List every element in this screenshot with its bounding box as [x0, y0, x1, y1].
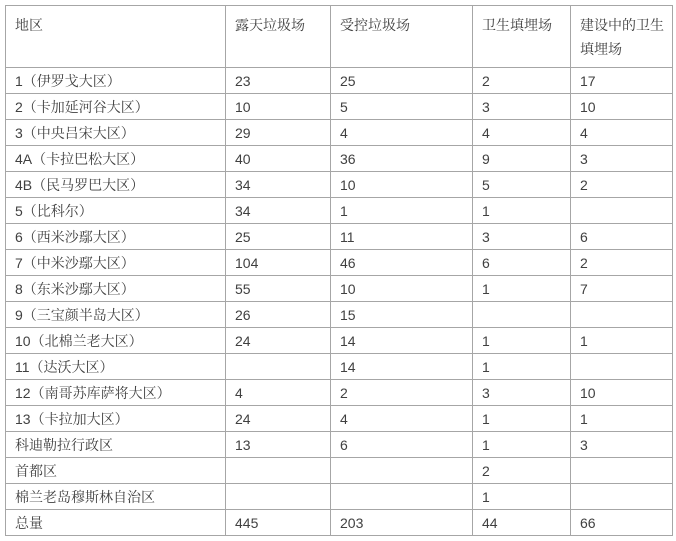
waste-disposal-table [5, 5, 673, 536]
region-cell: 4B（民马罗巴大区） [6, 172, 226, 198]
value-cell [331, 484, 473, 510]
value-cell [571, 302, 673, 328]
value-cell [571, 354, 673, 380]
table-row [6, 276, 673, 302]
value-cell: 1 [331, 198, 473, 224]
region-cell: 10（北棉兰老大区） [6, 328, 226, 354]
value-cell: 4 [226, 380, 331, 406]
region-cell: 2（卡加延河谷大区） [6, 94, 226, 120]
value-cell: 14 [331, 354, 473, 380]
value-cell: 17 [571, 68, 673, 94]
value-cell: 55 [226, 276, 331, 302]
value-cell: 1 [473, 198, 571, 224]
region-cell: 8（东米沙鄢大区） [6, 276, 226, 302]
region-cell: 9（三宝颜半岛大区） [6, 302, 226, 328]
value-cell [331, 458, 473, 484]
value-cell: 25 [226, 224, 331, 250]
value-cell: 2 [473, 68, 571, 94]
value-cell: 2 [473, 458, 571, 484]
value-cell: 10 [331, 276, 473, 302]
value-cell [571, 458, 673, 484]
value-cell: 24 [226, 406, 331, 432]
region-cell: 1（伊罗戈大区） [6, 68, 226, 94]
table-row [6, 120, 673, 146]
value-cell [571, 198, 673, 224]
column-header-sanitary-landfill: 卫生填埋场 [473, 6, 571, 68]
value-cell: 2 [331, 380, 473, 406]
value-cell: 6 [473, 250, 571, 276]
table-row [6, 380, 673, 406]
table-row [6, 68, 673, 94]
total-row [6, 510, 673, 536]
region-cell: 科迪勒拉行政区 [6, 432, 226, 458]
value-cell: 3 [571, 432, 673, 458]
table-row [6, 328, 673, 354]
value-cell: 11 [331, 224, 473, 250]
total-value-cell: 445 [226, 510, 331, 536]
value-cell: 23 [226, 68, 331, 94]
table-row [6, 94, 673, 120]
region-cell: 11（达沃大区） [6, 354, 226, 380]
total-label-cell: 总量 [6, 510, 226, 536]
value-cell: 7 [571, 276, 673, 302]
column-header-open-dumpsite: 露天垃圾场 [226, 6, 331, 68]
value-cell: 10 [331, 172, 473, 198]
table-row [6, 250, 673, 276]
region-cell: 13（卡拉加大区） [6, 406, 226, 432]
value-cell: 29 [226, 120, 331, 146]
value-cell: 34 [226, 172, 331, 198]
value-cell: 4 [331, 406, 473, 432]
value-cell: 24 [226, 328, 331, 354]
column-header-controlled-dumpsite: 受控垃圾场 [331, 6, 473, 68]
value-cell: 10 [226, 94, 331, 120]
value-cell: 1 [473, 484, 571, 510]
value-cell: 36 [331, 146, 473, 172]
value-cell: 9 [473, 146, 571, 172]
value-cell: 4 [473, 120, 571, 146]
table-row [6, 224, 673, 250]
region-cell: 12（南哥苏库萨将大区） [6, 380, 226, 406]
value-cell: 1 [473, 276, 571, 302]
value-cell: 1 [571, 328, 673, 354]
column-header-region: 地区 [6, 6, 226, 68]
value-cell: 4 [571, 120, 673, 146]
region-cell: 6（西米沙鄢大区） [6, 224, 226, 250]
value-cell [571, 484, 673, 510]
region-cell: 棉兰老岛穆斯林自治区 [6, 484, 226, 510]
value-cell: 6 [571, 224, 673, 250]
value-cell: 4 [331, 120, 473, 146]
value-cell: 1 [473, 406, 571, 432]
region-cell: 3（中央吕宋大区） [6, 120, 226, 146]
header-row [6, 6, 673, 68]
table-row [6, 354, 673, 380]
table-row [6, 302, 673, 328]
table-row [6, 432, 673, 458]
value-cell [226, 484, 331, 510]
value-cell: 34 [226, 198, 331, 224]
table-row [6, 146, 673, 172]
value-cell: 14 [331, 328, 473, 354]
region-cell: 4A（卡拉巴松大区） [6, 146, 226, 172]
value-cell: 3 [473, 380, 571, 406]
value-cell: 10 [571, 94, 673, 120]
value-cell: 5 [473, 172, 571, 198]
value-cell [226, 458, 331, 484]
value-cell: 3 [571, 146, 673, 172]
value-cell: 5 [331, 94, 473, 120]
value-cell: 2 [571, 250, 673, 276]
column-header-landfill-under-construction: 建设中的卫生填埋场 [571, 6, 673, 68]
value-cell [226, 354, 331, 380]
value-cell: 1 [473, 328, 571, 354]
region-cell: 7（中米沙鄢大区） [6, 250, 226, 276]
value-cell: 6 [331, 432, 473, 458]
value-cell [473, 302, 571, 328]
value-cell: 104 [226, 250, 331, 276]
table-row [6, 458, 673, 484]
region-cell: 5（比科尔） [6, 198, 226, 224]
total-value-cell: 44 [473, 510, 571, 536]
value-cell: 40 [226, 146, 331, 172]
region-cell: 首都区 [6, 458, 226, 484]
value-cell: 26 [226, 302, 331, 328]
value-cell: 15 [331, 302, 473, 328]
total-value-cell: 66 [571, 510, 673, 536]
value-cell: 1 [473, 354, 571, 380]
value-cell: 25 [331, 68, 473, 94]
table-row [6, 172, 673, 198]
table-row [6, 484, 673, 510]
value-cell: 3 [473, 94, 571, 120]
total-value-cell: 203 [331, 510, 473, 536]
value-cell: 10 [571, 380, 673, 406]
table-row [6, 198, 673, 224]
value-cell: 46 [331, 250, 473, 276]
value-cell: 13 [226, 432, 331, 458]
value-cell: 1 [473, 432, 571, 458]
value-cell: 2 [571, 172, 673, 198]
value-cell: 1 [571, 406, 673, 432]
value-cell: 3 [473, 224, 571, 250]
table-row [6, 406, 673, 432]
